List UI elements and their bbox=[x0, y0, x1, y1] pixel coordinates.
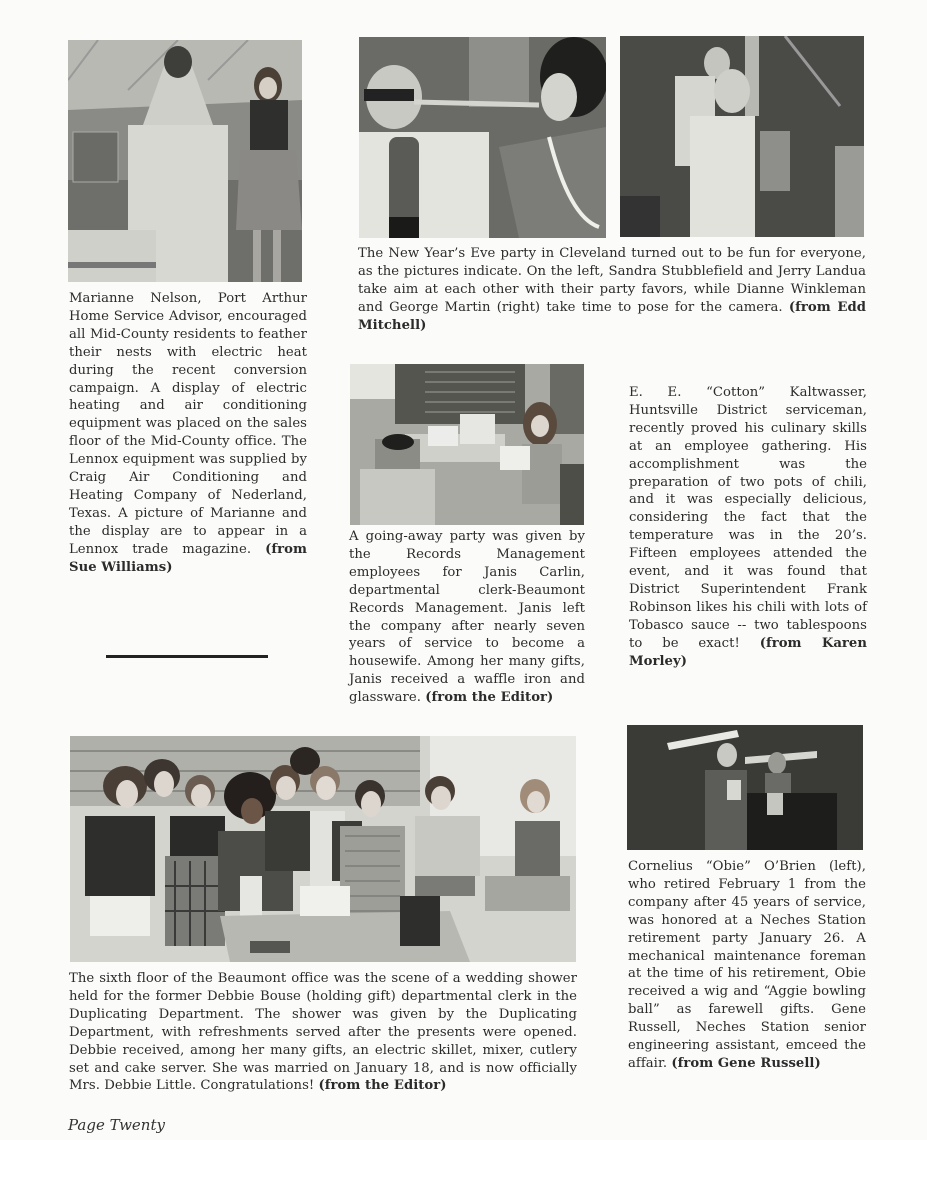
photo-marianne-nelson bbox=[68, 40, 302, 282]
caption-source: (from Edd Mitchell) bbox=[358, 299, 866, 333]
section-divider bbox=[106, 655, 268, 658]
photo-party-pose bbox=[620, 36, 864, 237]
page-number: Page Twenty bbox=[68, 1116, 165, 1134]
photo-party-favors bbox=[359, 37, 606, 238]
caption-text: Cornelius “Obie” O’Brien (left), who retired February 1 from the company after 45 years of service, was honored at a Neches Station retirement party January 26. A mechanical maintenance foreman at the time of his retirement, Obie received a wig and “Aggie bowling ball” as farewell gifts. Gene Russell, Neches Station senior engineering assistant, emceed the affair. bbox=[628, 859, 866, 1071]
caption-obie-obrien bbox=[628, 858, 866, 1073]
caption-text: A going-away party was given by the Records Management employees for Janis Carlin, departmental clerk-Beaumont Records Management. Janis left the company after nearly seven years of service to become a housewife. Among her many gifts, Janis received a waffle iron and glassware. bbox=[349, 529, 585, 706]
caption-cotton-kaltwasser bbox=[629, 384, 867, 671]
caption-source: (from Karen Morley) bbox=[629, 635, 867, 669]
photo-janis-carlin bbox=[350, 364, 584, 525]
caption-source: (from Gene Russell) bbox=[671, 1055, 821, 1071]
caption-text: E. E. “Cotton” Kaltwasser, Huntsville District serviceman, recently proved his culinary skills at an employee gathering. His accomplishment was the preparation of two pots of chili, and it was especially delicious, considering the fact that the temperature was in the 20’s. Fifteen employees attended the event, and it was found that District Superintendent Frank Robinson likes his chili with lots of Tobasco sauce -- two tablespoons to be exact! bbox=[629, 385, 867, 651]
caption-source: (from the Editor) bbox=[318, 1078, 447, 1094]
caption-new-years-party bbox=[358, 245, 866, 335]
caption-marianne-nelson bbox=[69, 290, 307, 577]
caption-wedding-shower bbox=[69, 970, 577, 1095]
caption-source: (from Sue Williams) bbox=[69, 541, 307, 575]
photo-wedding-shower bbox=[70, 736, 576, 962]
caption-text: Marianne Nelson, Port Arthur Home Service Advisor, encouraged all Mid-County residents to feather their nests with electric heat during the recent conversion campaign. A display of electric heating and air conditioning equipment was placed on the sales floor of the Mid-County office. The Lennox equipment was supplied by Craig Air Conditioning and Heating Company of Nederland, Texas. A picture of Marianne and the display are to appear in a Lennox trade magazine. bbox=[69, 291, 307, 557]
caption-text: The sixth floor of the Beaumont office was the scene of a wedding shower held for the former Debbie Bouse (holding gift) departmental clerk in the Duplicating Department. The shower was given by the Duplicating Department, with refreshments served after the presents were opened. Debbie received, among her many gifts, an electric skillet, mixer, cutlery set and cake server. She was married on January 18, and is now officially Mrs. Debbie Little. Congratulations! bbox=[69, 971, 577, 1094]
caption-janis-carlin bbox=[349, 528, 585, 707]
page-margin bbox=[0, 1140, 927, 1200]
caption-source: (from the Editor) bbox=[425, 690, 554, 706]
caption-text: The New Year’s Eve party in Cleveland turned out to be fun for everyone, as the pictures indicate. On the left, Sandra Stubblefield and Jerry Landua take aim at each other with their party favors, while Dianne Winkleman and George Martin (right) take time to pose for the camera. bbox=[358, 246, 866, 315]
photo-obie-obrien bbox=[627, 725, 863, 850]
